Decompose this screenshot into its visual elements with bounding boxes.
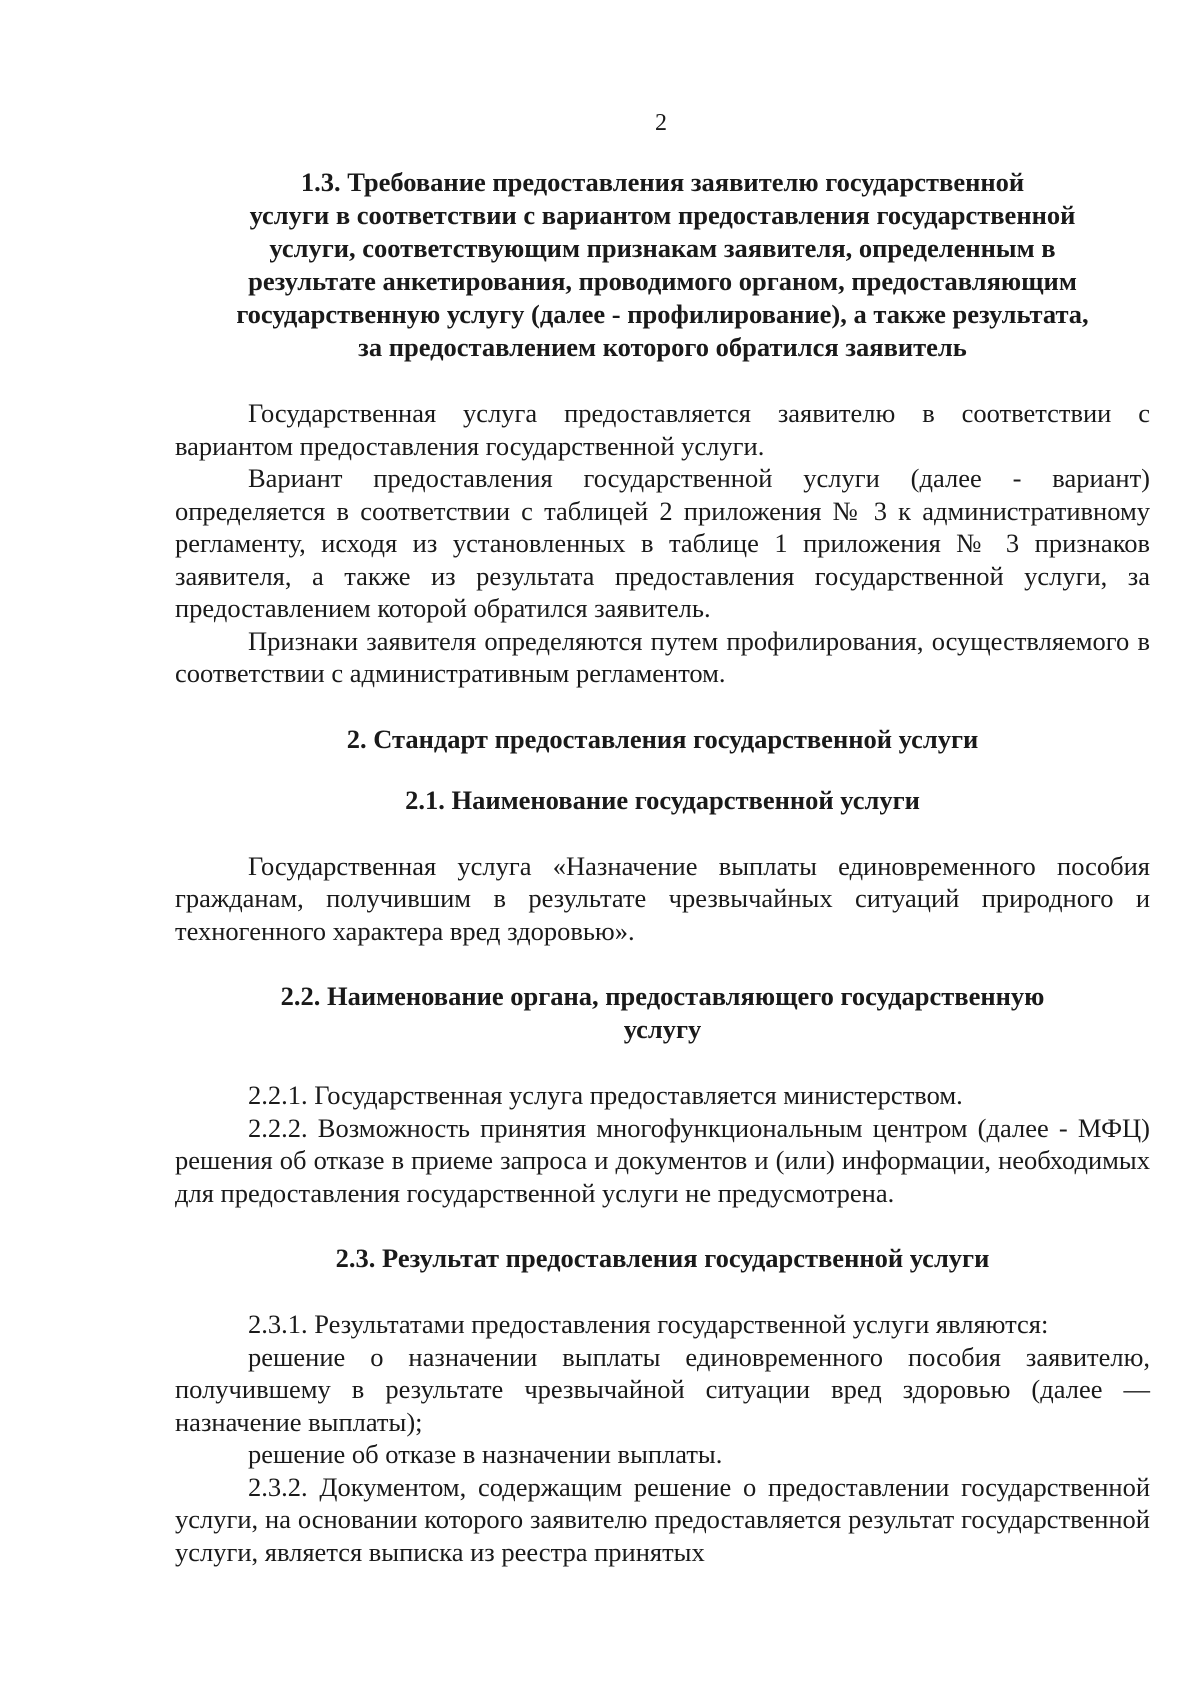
section-2-1-heading: 2.1. Наименование государственной услуги: [405, 784, 920, 815]
paragraph: 2.2.1. Государственная услуга предоставляется министерством.: [248, 1080, 963, 1110]
heading-line: за предоставлением которого обратился заявитель: [358, 332, 967, 362]
heading-line: услугу: [623, 1014, 702, 1044]
paragraph: 2.3.1. Результатами предоставления государственной услуги являются:: [248, 1309, 1049, 1339]
paragraph: решение о назначении выплаты единовременного пособия заявителю, получившему в результате чрезвычайной ситуации вред здоровью (далее — назначение выплаты);: [175, 1341, 1150, 1437]
section-2-3-heading: 2.3. Результат предоставления государственной услуги: [335, 1243, 990, 1273]
heading-line: услуги в соответствии с вариантом предоставления государственной: [249, 200, 1076, 230]
paragraph: решение об отказе в назначении выплаты.: [248, 1439, 723, 1469]
paragraph: Государственная услуга предоставляется заявителю в соответствии с вариантом предоставления государственной услуги.: [175, 398, 1150, 461]
section-1-3-heading: [175, 166, 1150, 364]
page-number: 2: [655, 110, 667, 136]
heading-line: услуги, соответствующим признакам заявителя, определенным в: [269, 233, 1056, 263]
paragraph: 2.2.2. Возможность принятия многофункциональным центром (далее - МФЦ) решения об отказе в приеме запроса и документов и (или) информации, необходимых для предоставления государственной услуги не предусмотрена.: [175, 1112, 1150, 1208]
document-body: [175, 166, 1150, 1568]
section-2-2-heading: [175, 980, 1150, 1046]
paragraph: Вариант предоставления государственной услуги (далее - вариант) определяется в соответствии с таблицей 2 приложения № 3 к административному регламенту, исходя из установленных в таблице 1 приложения № 3 признаков заявителя, а также из результата предоставления государственной услуги, за предоставлением которой обратился заявитель.: [175, 463, 1150, 623]
heading-line: результате анкетирования, проводимого органом, предоставляющим: [248, 266, 1077, 296]
section-2-heading: 2. Стандарт предоставления государственной услуги: [346, 723, 979, 754]
heading-line: 1.3. Требование предоставления заявителю государственной: [300, 167, 1025, 197]
heading-line: государственную услугу (далее - профилирование), а также результата,: [236, 299, 1089, 329]
paragraph: Государственная услуга «Назначение выплаты единовременного пособия гражданам, получившим в результате чрезвычайных ситуаций природного и техногенного характера вред здоровью».: [175, 850, 1150, 946]
paragraph: Признаки заявителя определяются путем профилирования, осуществляемого в соответствии с административным регламентом.: [175, 625, 1150, 688]
paragraph: 2.3.2. Документом, содержащим решение о предоставлении государственной услуги, на основании которого заявителю предоставляется результат государственной услуги, является выписка из реестра принятых: [175, 1471, 1150, 1567]
heading-line: 2.2. Наименование органа, предоставляющего государственную: [280, 981, 1045, 1011]
